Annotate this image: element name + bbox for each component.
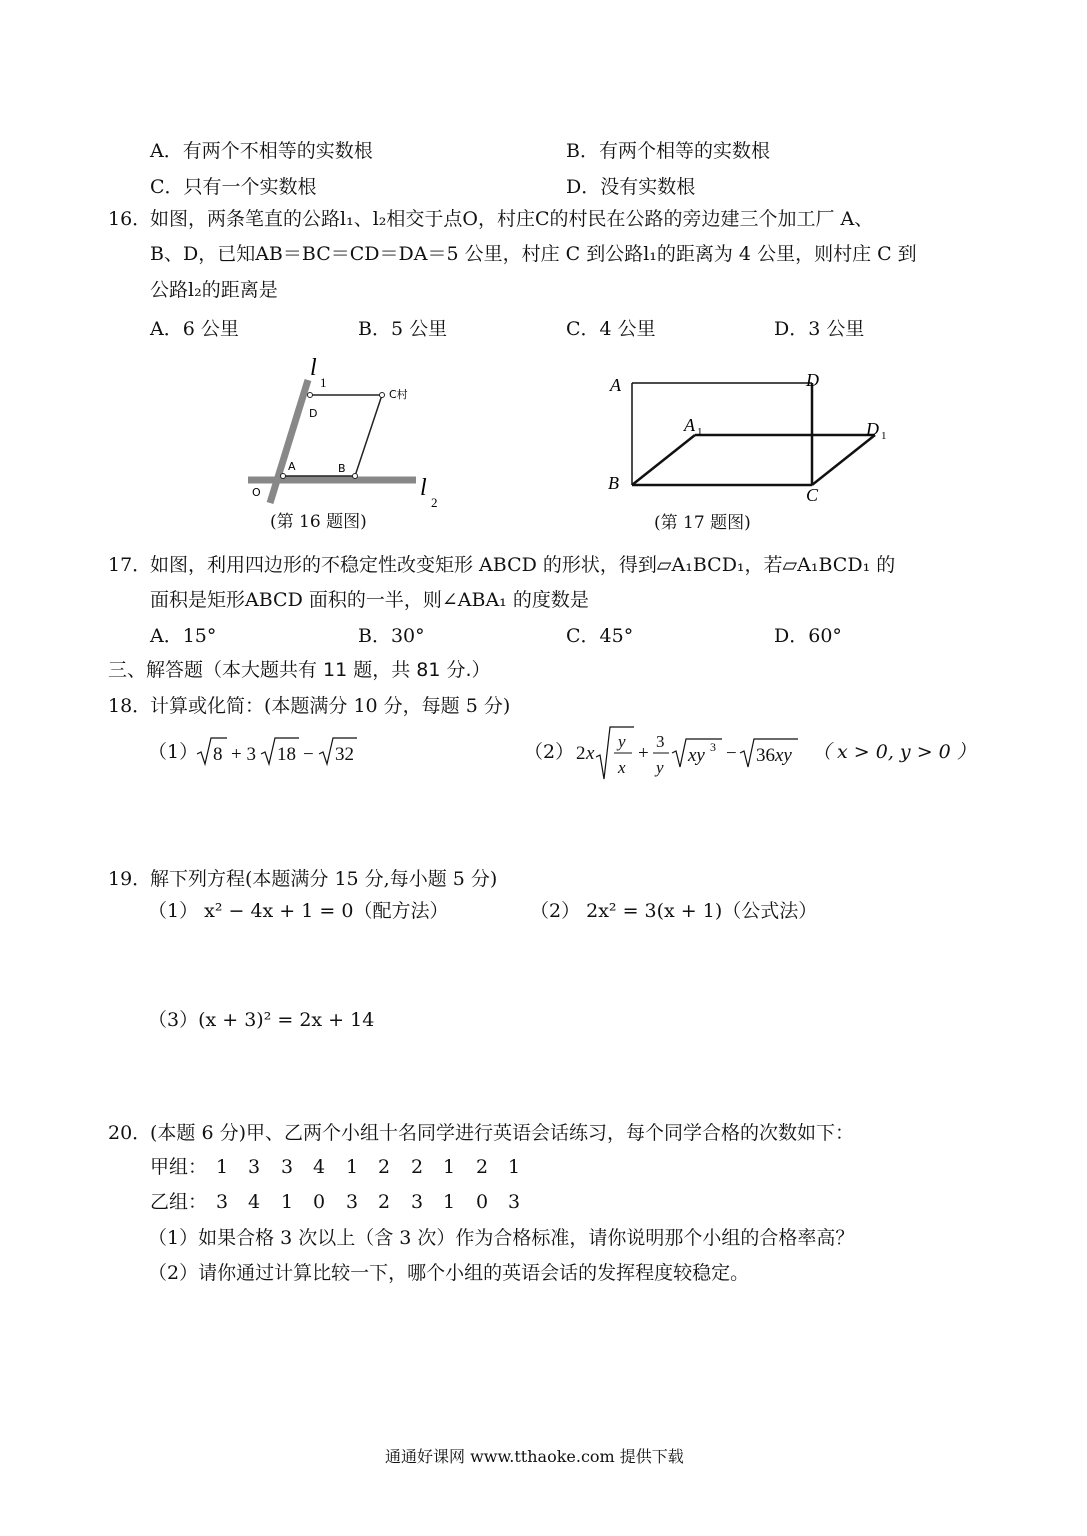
q17-option-b: B．30° (358, 625, 425, 647)
label-l1: l (310, 355, 317, 381)
q16-option-d: D．3 公里 (774, 318, 865, 340)
svg-text:36: 36 (756, 745, 775, 766)
label-o: O (252, 486, 261, 499)
q18-part-1-label: （1） (148, 741, 199, 763)
page-footer: 通通好课网 www.tthaoke.com 提供下载 (385, 1447, 684, 1466)
q15-option-d: D．没有实数根 (566, 176, 696, 198)
q20-group-a-value: 3 (248, 1156, 261, 1178)
svg-text:xy: xy (688, 745, 705, 766)
side-a1b (632, 435, 695, 485)
label-b: B (338, 462, 346, 475)
q16-line-2: B、D，已知AB＝BC＝CD＝DA＝5 公里，村庄 C 到公路l₁的距离为 4 公里，则村庄 C 到 (150, 243, 917, 265)
q20-group-a-value: 2 (411, 1156, 424, 1178)
q20-group-a-value: 1 (346, 1156, 359, 1178)
label-l2: l (420, 475, 427, 501)
label-a: A (288, 460, 296, 473)
q20-group-b-value: 2 (378, 1191, 391, 1213)
section-3-heading: 三、解答题（本大题共有 11 题，共 81 分.） (108, 659, 491, 681)
label-b: B (608, 473, 619, 493)
q18-number: 18． (108, 695, 152, 717)
label-a1-sub: 1 (697, 426, 703, 438)
q20-group-b-value: 3 (346, 1191, 359, 1213)
q20-group-b-value: 1 (443, 1191, 456, 1213)
q20-group-a-value: 1 (216, 1156, 229, 1178)
label-d: D (806, 370, 819, 390)
label-d1: D (866, 419, 879, 439)
q15-option-b: B．有两个相等的实数根 (566, 140, 770, 162)
svg-text:+: + (638, 743, 649, 764)
q20-group-a-value: 1 (508, 1156, 521, 1178)
svg-text:−: − (726, 743, 737, 764)
q16-line-1: 如图，两条笔直的公路l₁、l₂相交于点O，村庄C的村民在公路的旁边建三个加工厂 A、 (150, 208, 874, 230)
q20-group-b-value: 3 (508, 1191, 521, 1213)
label-d: D (309, 407, 318, 420)
q20-group-b-value: 0 (476, 1191, 489, 1213)
q17-line-1: 如图，利用四边形的不稳定性改变矩形 ABCD 的形状，得到▱A₁BCD₁，若▱A₁BCD₁ 的 (150, 554, 896, 576)
figure-16-caption: (第 16 题图) (270, 512, 367, 532)
q20-group-a-value: 2 (476, 1156, 489, 1178)
q17-line-2: 面积是矩形ABCD 面积的一半，则∠ABA₁ 的度数是 (150, 589, 589, 611)
figure-16-diagram (240, 355, 450, 515)
q16-number: 16． (108, 208, 152, 230)
figure-17-caption: (第 17 题图) (654, 513, 751, 533)
q19-part-3: （3）(x + 3)² = 2x + 14 (148, 1009, 375, 1031)
svg-text:x: x (618, 758, 626, 777)
q18-part-2-condition: （ x > 0, y > 0 ） (812, 741, 976, 763)
q18-part-1-expression (195, 734, 365, 770)
q18-part-2-expression (576, 723, 806, 785)
svg-text:y: y (618, 732, 626, 751)
q16-line-3: 公路l₂的距离是 (150, 279, 278, 301)
svg-text:3: 3 (656, 732, 665, 751)
q19-part-1: （1） x² − 4x + 1 = 0（配方法） (148, 900, 449, 922)
q18-part-2-label: （2） (524, 741, 575, 763)
svg-text:+ 3: + 3 (231, 744, 256, 765)
svg-text:32: 32 (335, 744, 354, 765)
q16-option-c: C．4 公里 (566, 318, 656, 340)
label-a1: A (684, 415, 695, 435)
q17-option-c: C．45° (566, 625, 634, 647)
svg-text:8: 8 (213, 744, 223, 765)
q20-group-b-value: 1 (281, 1191, 294, 1213)
q15-option-c: C．只有一个实数根 (150, 176, 317, 198)
q18-title: 计算或化简：(本题满分 10 分，每题 5 分) (150, 695, 511, 717)
q20-group-b-label: 乙组： (150, 1191, 208, 1213)
q20-number: 20． (108, 1122, 152, 1144)
q17-option-a: A．15° (150, 625, 217, 647)
svg-text:x: x (586, 743, 595, 764)
q20-group-b-value: 4 (248, 1191, 261, 1213)
q20-group-b-value: 3 (411, 1191, 424, 1213)
side-cd1 (812, 435, 875, 485)
q20-sub-1: （1）如果合格 3 次以上（含 3 次）作为合格标准，请你说明那个小组的合格率高？ (148, 1227, 855, 1249)
svg-text:xy: xy (775, 745, 792, 766)
label-c: C村 (389, 388, 408, 401)
svg-text:18: 18 (277, 744, 296, 765)
label-d1-sub: 1 (881, 430, 887, 442)
q19-number: 19． (108, 868, 152, 890)
q20-group-b-value: 0 (313, 1191, 326, 1213)
label-l1-sub: 1 (320, 375, 327, 390)
q17-number: 17． (108, 554, 152, 576)
road-l1 (270, 380, 308, 503)
q20-line-1: (本题 6 分)甲、乙两个小组十名同学进行英语会话练习，每个同学合格的次数如下： (150, 1122, 854, 1144)
svg-text:y: y (656, 758, 664, 777)
q20-group-a-value: 2 (378, 1156, 391, 1178)
figure-17-diagram (600, 365, 900, 510)
q20-group-a-value: 3 (281, 1156, 294, 1178)
q19-part-2: （2） 2x² = 3(x + 1)（公式法） (530, 900, 818, 922)
q20-group-a-label: 甲组： (150, 1156, 208, 1178)
q17-option-d: D．60° (774, 625, 842, 647)
q19-title: 解下列方程(本题满分 15 分,每小题 5 分) (150, 868, 498, 890)
svg-text:−: − (303, 744, 314, 765)
label-c: C (806, 485, 819, 505)
q20-group-b-value: 3 (216, 1191, 229, 1213)
svg-text:3: 3 (710, 740, 716, 754)
svg-text:2: 2 (576, 743, 586, 764)
q20-sub-2: （2）请你通过计算比较一下，哪个小组的英语会话的发挥程度较稳定。 (148, 1262, 750, 1284)
q15-option-a: A．有两个不相等的实数根 (150, 140, 373, 162)
q16-option-a: A．6 公里 (150, 318, 239, 340)
label-a: A (610, 375, 621, 395)
q16-option-b: B．5 公里 (358, 318, 448, 340)
label-l2-sub: 2 (431, 495, 438, 510)
q20-group-a-value: 1 (443, 1156, 456, 1178)
q20-group-a-value: 4 (313, 1156, 326, 1178)
